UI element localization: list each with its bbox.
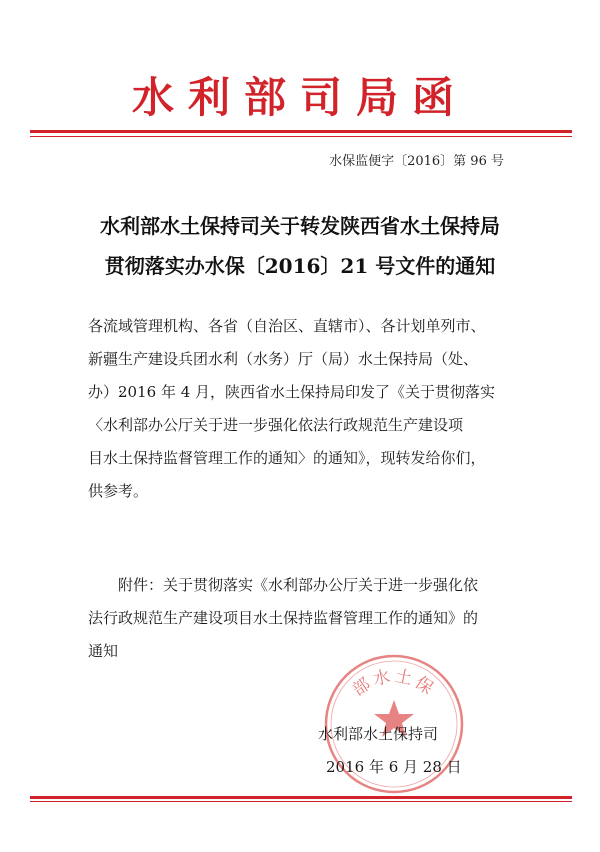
addressee-line: 各流域管理机构、各省（自治区、直辖市）、各计划单列市、 xyxy=(88,317,486,335)
footer-rule-thin xyxy=(30,801,572,802)
letterhead-title: 水利部司局函 xyxy=(131,73,468,122)
main-paragraph xyxy=(88,376,528,508)
signature-date: 2016 年 6 月 28 日 xyxy=(326,758,462,776)
paragraph-line: 目水土保持监督管理工作的通知〉的通知》，现转发给你们， xyxy=(88,449,486,467)
attachment-line: 通知 xyxy=(88,642,119,660)
addressee-line: 办）: xyxy=(88,383,124,401)
letterhead-rule-thin xyxy=(30,136,572,137)
document-title xyxy=(0,206,600,286)
footer-rule-thick xyxy=(30,796,572,799)
signature-organization: 水利部水土保持司 xyxy=(318,725,439,743)
attachment-line: 法行政规范生产建设项目水土保持监督管理工作的通知》的 xyxy=(88,609,479,627)
svg-text:部水土保: 部水土保 xyxy=(349,666,439,701)
title-line: 贯彻落实办水保〔2016〕21 号文件的通知 xyxy=(104,254,496,278)
letterhead-rule-thick xyxy=(30,130,572,133)
attachment-line: 附件：关于贯彻落实《水利部办公厅关于进一步强化依 xyxy=(118,576,479,594)
paragraph-line: 〈水利部办公厅关于进一步强化依法行政规范生产建设项 xyxy=(88,416,464,434)
title-line: 水利部水土保持司关于转发陕西省水土保持局 xyxy=(100,214,500,238)
paragraph-line: 供参考。 xyxy=(88,482,149,500)
addressee-line: 新疆生产建设兵团水利（水务）厅（局）水土保持局（处、 xyxy=(88,350,479,368)
document-number: 水保监便字〔2016〕第 96 号 xyxy=(329,154,504,169)
paragraph-line: 2016 年 4 月，陕西省水土保持局印发了《关于贯彻落实 xyxy=(118,383,496,401)
